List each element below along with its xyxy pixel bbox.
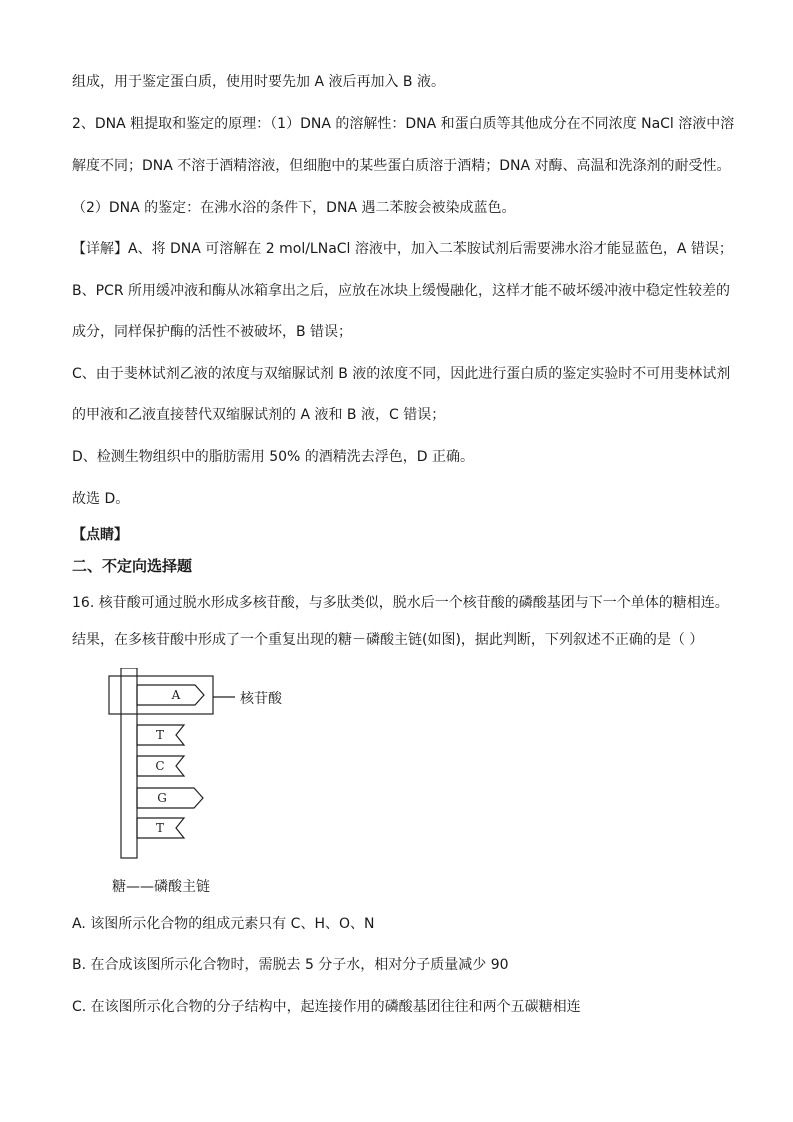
text-line: （2）DNA 的鉴定：在沸水浴的条件下，DNA 遇二苯胺会被染成蓝色。 — [72, 200, 516, 216]
base-c-letter: C — [155, 759, 165, 773]
nucleotide-label: 核苷酸 — [240, 691, 282, 707]
text-line: 故选 D。 — [72, 491, 130, 507]
base-g-letter: G — [157, 791, 167, 805]
base-t-letter: T — [155, 728, 165, 742]
section-heading: 二、不定向选择题 — [72, 557, 193, 575]
nucleotide-diagram — [100, 668, 240, 868]
text-line: 【详解】A、将 DNA 可溶解在 2 mol/LNaCl 溶液中，加入二苯胺试剂后需要沸水浴才能显蓝色，A 错误； — [72, 241, 733, 257]
option-c: C. 在该图所示化合物的分子结构中，起连接作用的磷酸基团往往和两个五碳糖相连 — [72, 999, 581, 1015]
text-line: 解度不同；DNA 不溶于酒精溶液，但细胞中的某些蛋白质溶于酒精；DNA 对酶、高温和洗涤剂的耐受性。 — [72, 158, 731, 174]
base-g-shape — [137, 788, 203, 808]
base-a-shape — [137, 685, 204, 705]
section-label: 【点睛】 — [72, 527, 128, 543]
backbone-strand — [121, 668, 137, 858]
text-line: 组成，用于鉴定蛋白质，使用时要先加 A 液后再加入 B 液。 — [72, 74, 445, 90]
base-t2-letter: T — [155, 821, 165, 835]
question-text: 16. 核苷酸可通过脱水形成多核苷酸，与多肽类似，脱水后一个核苷酸的磷酸基团与下一个单体的糖相连。 — [72, 595, 729, 611]
text-line: B、PCR 所用缓冲液和酶从冰箱拿出之后，应放在冰块上缓慢融化，这样才能不破坏缓冲液中稳定性较差的 — [72, 283, 730, 299]
text-line: 成分，同样保护酶的活性不被破坏，B 错误； — [72, 324, 353, 340]
option-b: B. 在合成该图所示化合物时，需脱去 5 分子水，相对分子质量减少 90 — [72, 957, 509, 973]
text-line: 2、DNA 粗提取和鉴定的原理：（1）DNA 的溶解性：DNA 和蛋白质等其他成分在不同浓度 NaCl 溶液中溶 — [72, 116, 735, 132]
option-a: A. 该图所示化合物的组成元素只有 C、H、O、N — [72, 916, 375, 932]
backbone-label: 糖——磷酸主链 — [112, 879, 210, 895]
question-text: 结果，在多核苷酸中形成了一个重复出现的糖－磷酸主链(如图)，据此判断，下列叙述不正确的是（ ） — [72, 632, 704, 648]
text-line: D、检测生物组织中的脂肪需用 50% 的酒精洗去浮色，D 正确。 — [72, 449, 475, 465]
text-line: C、由于斐林试剂乙液的浓度与双缩脲试剂 B 液的浓度不同，因此进行蛋白质的鉴定实验时不可用斐林试剂 — [72, 366, 731, 382]
nucleotide-box — [109, 676, 213, 714]
text-line: 的甲液和乙液直接替代双缩脲试剂的 A 液和 B 液，C 错误； — [72, 407, 446, 423]
base-a-letter: A — [171, 688, 181, 702]
